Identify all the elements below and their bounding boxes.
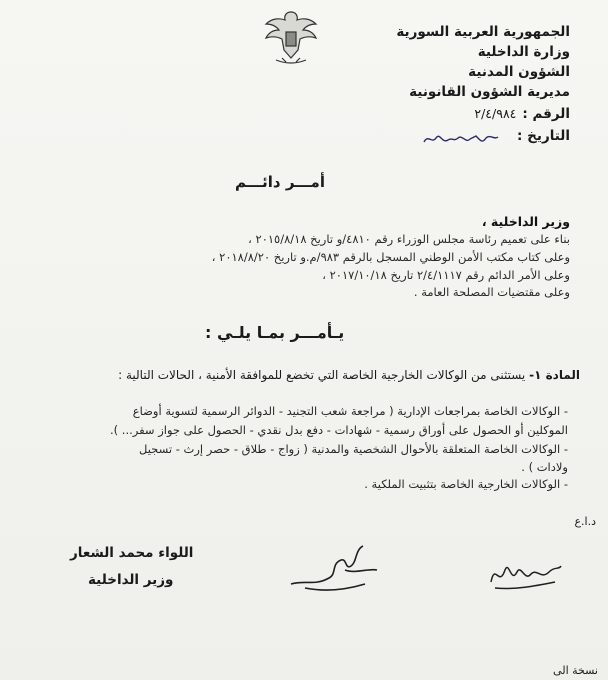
list-item: - الوكالات الخارجية الخاصة بتثبيت الملكية . [364,477,568,491]
article-1 [118,368,580,382]
handwritten-date [420,128,500,150]
signatory-title: وزير الداخلية [88,572,174,588]
reference-number [474,106,570,122]
country-name: الجمهورية العربية السورية [396,24,570,40]
preamble-line-2: وعلى كتاب مكتب الأمن الوطني المسجل بالرقم ٩٨٣/م.و تاريخ ٢٠١٨/٨/٢٠ ، [211,250,570,264]
date-label: التاريخ : [517,128,570,144]
copy-to-note: نسخة الى [553,664,598,677]
preamble-line-1: بناء على تعميم رئاسة مجلس الوزراء رقم ٤٨١٠/و تاريخ ٢٠١٥/٨/١٨ ، [248,232,570,246]
list-item: - الوكالات الخاصة بمراجعات الإدارية ( مراجعة شعب التجنيد - الدوائر الرسمية لتسوية أوضاع [132,404,568,418]
department-name: الشؤون المدنية [468,64,570,80]
list-item: ولادات ) . [521,460,568,474]
preamble-line-3: وعلى الأمر الدائم رقم ٢/٤/١١١٧ تاريخ ٢٠١٧/١٠/١٨ ، [322,268,570,282]
list-item: الموكلين أو الحصول على أوراق رسمية - شهادات - دفع بدل نقدي - الحصول على جواز سفر... ). [110,423,568,437]
coat-of-arms-emblem [262,6,320,68]
ministry-name: وزارة الداخلية [477,44,570,60]
handwritten-initials [485,552,565,594]
handwritten-signature [285,540,395,595]
list-item: - الوكالات الخاصة المتعلقة بالأحوال الشخصية والمدنية ( زواج - طلاق - حصر إرث - تسجيل [139,442,568,456]
addressee: وزير الداخلية ، [481,214,570,229]
number-label: الرقم : [522,106,570,122]
order-heading: يـأمـــر بمـا يلـي : [205,323,345,342]
article-text: يستثنى من الوكالات الخارجية الخاصة التي تخضع للموافقة الأمنية ، الحالات التالية : [118,368,526,382]
margin-note: د.ا.ع [574,515,596,528]
directorate-name: مديرية الشؤون القانونية [409,84,570,100]
signatory-name: اللواء محمد الشعار [70,545,194,561]
number-value: ٢/٤/٩٨٤ [474,106,517,121]
article-label: المادة ١- [529,368,580,382]
preamble-line-4: وعلى مقتضيات المصلحة العامة . [413,285,570,299]
document-title: أمـــر دائـــم [235,173,325,191]
